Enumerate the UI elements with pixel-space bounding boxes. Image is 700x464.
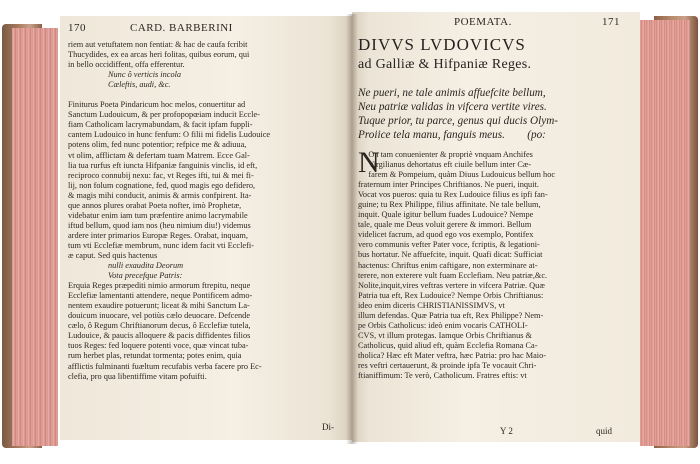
text-line: nulli exaudita Deorum [108, 261, 184, 271]
left-running-head: CARD. BARBERINI [130, 22, 233, 34]
text-line: farem & Pompeium, quàm Diuus Ludouicus bellum hoc [358, 170, 556, 180]
text-line: in bello occidiffent, offa efferentur. [68, 60, 185, 70]
verse-line: Neu patriæ validas in vifcera vertite vires. [358, 101, 547, 113]
text-line: Vota precefque Patris: [108, 271, 183, 281]
text-line: riem aut vetuftatem non fentiat: & hac de caufa fcribit [68, 40, 248, 49]
left-catchword: Di- [322, 422, 334, 432]
text-line: Patria tua eft, Rex Ludouice? Nempe Orbis Chriftianus: [358, 290, 544, 300]
text-line: æ caput. Sed quis hactenus [68, 250, 158, 260]
right-catchword: quid [596, 426, 613, 436]
text-line: bus hortatur. Ne affuefcite, inquit. Quafi dicat: Sufficiat [358, 250, 543, 260]
text-line: douicum inuocare, vel potiùs cælo deuocare. Defcende [68, 311, 251, 321]
text-line: nentem exaudire potuerunt; liceat & mihi Sanctum La- [68, 301, 250, 311]
text-line: videbatur enim iam tum præfentire animo lacrymabile [68, 210, 248, 220]
text-line: iftud bellum, quod iam nos (heu nimium diu!) videmus [68, 220, 251, 230]
text-line: inquit. Quale igitur bellum fuades Ludouice? Nempe [358, 210, 534, 220]
text-line: Nunc ô verticis incola [108, 70, 182, 80]
verse-line: Proiice tela manu, fanguis meus. (po: [358, 129, 546, 141]
text-line: terere, non exterere vult fuam Ecclefiam. Neu patriæ,&c. [358, 270, 548, 280]
text-line: Thucydides, ex ea arcas heri folitas, quibus eorum, qui [68, 50, 250, 60]
text-line [68, 90, 270, 100]
drop-cap: N [358, 146, 380, 179]
text-line: ardere inter primarios Europæ Reges. Orabat, inquam, [68, 230, 248, 240]
left-page-number: 170 [68, 22, 86, 34]
poem-verses [358, 86, 558, 142]
text-line: tholica? Hæc eft Mater veftra, hæc Patria: pro hac Maio- [358, 350, 546, 360]
text-line: On tam conuenienter & propriè vnquam Anchifes [358, 150, 533, 159]
text-line: pe Orbis Catholicus: ideò enim vocaris CATHOLI- [358, 320, 528, 330]
text-line: videlicet facrum, ad quod ego vos exemplo, Pontifex [358, 230, 534, 240]
text-line: reciproco connubij nexu: fac, vt Reges ifti, tui & mei fi- [68, 170, 254, 180]
open-book [2, 10, 698, 454]
text-line: illum defendas. Quæ Patria tua eft, Rex Philippe? Nem- [358, 310, 544, 320]
text-line: Catholicus, quid aliud eft, quàm Ecclefia Romana Ca- [358, 340, 538, 350]
text-line: ideo enim diceris CHRISTIANISSIMVS, vt [358, 300, 505, 310]
text-line: tuos Reges: fed loquere potenti voce, quæ vincat tuba- [68, 341, 249, 351]
text-line: Nolite,inquit,vires veftras vertere in vifcera Patriæ. Quæ [358, 280, 545, 290]
text-line: Ludouice, & paucis alloquere & pacis diffidentes filios [68, 331, 251, 341]
text-line: Vocat vos pueros: quia tu Rex Ludouice filius es ipfi fan- [358, 190, 548, 200]
text-line: clefia, pro qua libentiffime vitam pofuifti. [68, 371, 207, 381]
text-line: potens olim, fed nunc potentior; refpice me & adiuua, [68, 140, 247, 150]
text-line: ftianiffimum: Te verò, Catholicum. Fratres eftis: vt [358, 371, 527, 381]
text-line: Virgilianus dehortatus eft ciuile bellum inter Cæ- [358, 160, 532, 170]
text-line: hactenus: Chriftus enim caftigare, non exterminare at- [358, 260, 538, 270]
text-line: afflictis fulminanti fuæltum recufabis verba facere pro Ec- [68, 361, 262, 371]
right-page [352, 12, 640, 442]
text-line: Finiturus Poeta Pindaricum hoc melos, conuertitur ad [68, 100, 246, 110]
left-body-text [68, 40, 270, 382]
text-line: fraternum inter Principes Chriftianos. Ne pueri, inquit. [358, 180, 539, 190]
text-line: guine; tu Rex Philippe, filius affinitate. Ne tale bellum, [358, 200, 541, 210]
verse-line: Ne pueri, ne tale animis affuefcite bellum, [358, 87, 546, 99]
text-line: cantem Ludouico in hunc fenfum: O filii mi fidelis Ludouice [68, 130, 271, 140]
verse-line: Tuque prior, tu parce, genus qui ducis Olym- [358, 115, 559, 127]
text-line: que annos plures orabat Poeta nofter, imò Prophetæ, [68, 200, 242, 210]
poem-title: DIVVS LVDOVICVS [358, 35, 526, 54]
text-line: rum herbet plas, retundat tormenta; potes enim, quia [68, 351, 242, 361]
left-page [60, 16, 352, 440]
text-line: Erquia Reges præpediti nimio armorum ftrepitu, neque [68, 281, 251, 291]
text-line: tum vti Ecclefiæ membrum, nunc idem facit vti Ecclefi- [68, 240, 254, 250]
book-gutter [346, 14, 358, 444]
text-line: Ecclefiæ lamentanti attendere, neque Pontificem admo- [68, 291, 253, 301]
text-line: CVS, vt illum protegas. Iamque Orbis Chriftianus & [358, 330, 532, 340]
left-page-edges [12, 28, 58, 446]
right-running-head: POEMATA. [454, 16, 512, 28]
poem-subtitle: ad Galliæ & Hifpaniæ Reges. [358, 57, 532, 72]
text-line: cælo, ô Regum Chriftianorum decus, ô Ecclefiæ tutela, [68, 321, 251, 331]
text-line: & magis mihi conducit, animis & armis confpirent. Ita- [68, 190, 252, 200]
text-line: lia tua rurfus eft iuncta Hifpaniæ fanguinis vinclis, id eft, [68, 160, 258, 170]
text-line: vero communis vefter Pater voce, fcriptis, & legationi- [358, 240, 540, 250]
right-page-edges [640, 20, 690, 446]
text-line: lij, non folum cognatione, fed, quod magis ego defidero, [68, 180, 256, 190]
text-line: res veftri certauerunt, & proinde ipfa Te vocauit Chri- [358, 360, 537, 370]
text-line: Sanctum Ludouicum, & per profopopœiam inducit Eccle- [68, 110, 260, 120]
text-line: vt olim, afflictam & defertam tuam Matrem. Ecce Gal- [68, 150, 250, 160]
right-body-text [358, 146, 556, 381]
text-line: Cæleftis, audi, &c. [108, 80, 171, 90]
text-line: tale, quale me Deus voluit gerere & immori. Bellum [358, 220, 532, 230]
signature-mark: Y 2 [500, 426, 513, 436]
text-line: fiam Catholicam lacrymabundam, & facit ipfam fuppli- [68, 120, 253, 130]
right-page-number: 171 [602, 16, 620, 28]
